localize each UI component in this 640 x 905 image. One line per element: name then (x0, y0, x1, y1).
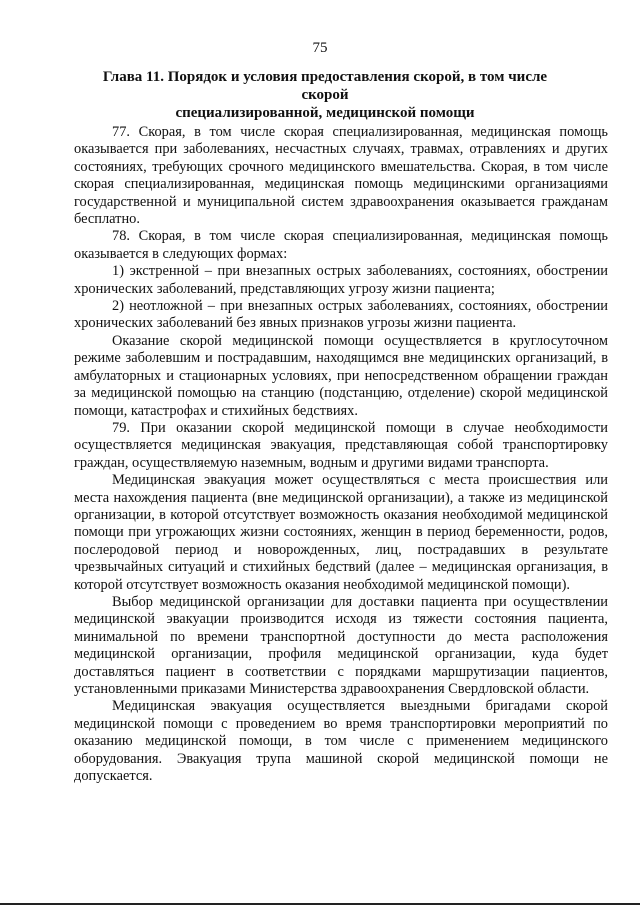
chapter-title-line-2: специализированной, медицинской помощи (175, 105, 475, 121)
paragraph-ambulance-mode: Оказание скорой медицинской помощи осуществляется в круглосуточном режиме заболевшим и пострадавшим, находящимся вне медицинских организаций, в амбулаторных и стационарных условиях, при непосредственном обращении граждан за медицинской помощью на станцию (подстанцию, отделение) скорой медицинской помощи, катастрофах и стихийных бедствиях. (74, 332, 608, 419)
paragraph-evacuation-places: Медицинская эвакуация может осуществляться с места происшествия или места нахождения пациента (вне медицинской организации), а также из медицинской организации, в которой отсутствует возможность оказания необходимой медицинской помощи при угрожающих жизни состояниях, женщин в период беременности, родов, послеродовой период и новорожденных, лиц, пострадавших в результате чрезвычайных ситуаций и стихийных бедствий (далее – медицинская организация, в которой отсутствует возможность оказания необходимой медицинской помощи). (74, 472, 608, 593)
paragraph-77: 77. Скорая, в том числе скорая специализированная, медицинская помощь оказывается при заболеваниях, несчастных случаях, травмах, отравлениях и других состояниях, требующих срочного медицинского вмешательства. Скорая, в том числе скорая специализированная, медицинская помощь медицинскими организациями государственной и муниципальной систем здравоохранения оказывается гражданам бесплатно. (74, 124, 608, 228)
paragraph-78-item-1: 1) экстренной – при внезапных острых заболеваниях, состояниях, обострении хронических заболеваний, представляющих угрозу жизни пациента; (74, 263, 608, 297)
paragraph-evacuation-teams: Медицинская эвакуация осуществляется выездными бригадами скорой медицинской помощи с проведением во время транспортировки мероприятий по оказанию медицинской помощи, в том числе с применением медицинского оборудования. Эвакуация трупа машиной скорой медицинской помощи не допускается. (74, 698, 608, 785)
chapter-title (90, 68, 560, 122)
paragraph-79: 79. При оказании скорой медицинской помощи в случае необходимости осуществляется медицинская эвакуация, представляющая собой транспортировку граждан, осуществляемую наземным, водным и другими видами транспорта. (74, 419, 608, 471)
paragraph-78-item-2: 2) неотложной – при внезапных острых заболеваниях, состояниях, обострении хронических заболеваний без явных признаков угрозы жизни пациента. (74, 298, 608, 332)
paragraph-organization-choice: Выбор медицинской организации для доставки пациента при осуществлении медицинской эвакуации производится исходя из тяжести состояния пациента, минимальной по времени транспортной доступности до места расположения медицинской организации, профиля медицинской организации, куда будет доставляться пациент в соответствии с порядками маршрутизации пациентов, установленными приказами Министерства здравоохранения Свердловской области. (74, 593, 608, 697)
chapter-title-line-1: Глава 11. Порядок и условия предоставления скорой, в том числе скорой (102, 69, 548, 103)
page-number: 75 (312, 40, 328, 56)
paragraph-78: 78. Скорая, в том числе скорая специализированная, медицинская помощь оказывается в следующих формах: (74, 228, 608, 262)
document-body (74, 124, 608, 785)
